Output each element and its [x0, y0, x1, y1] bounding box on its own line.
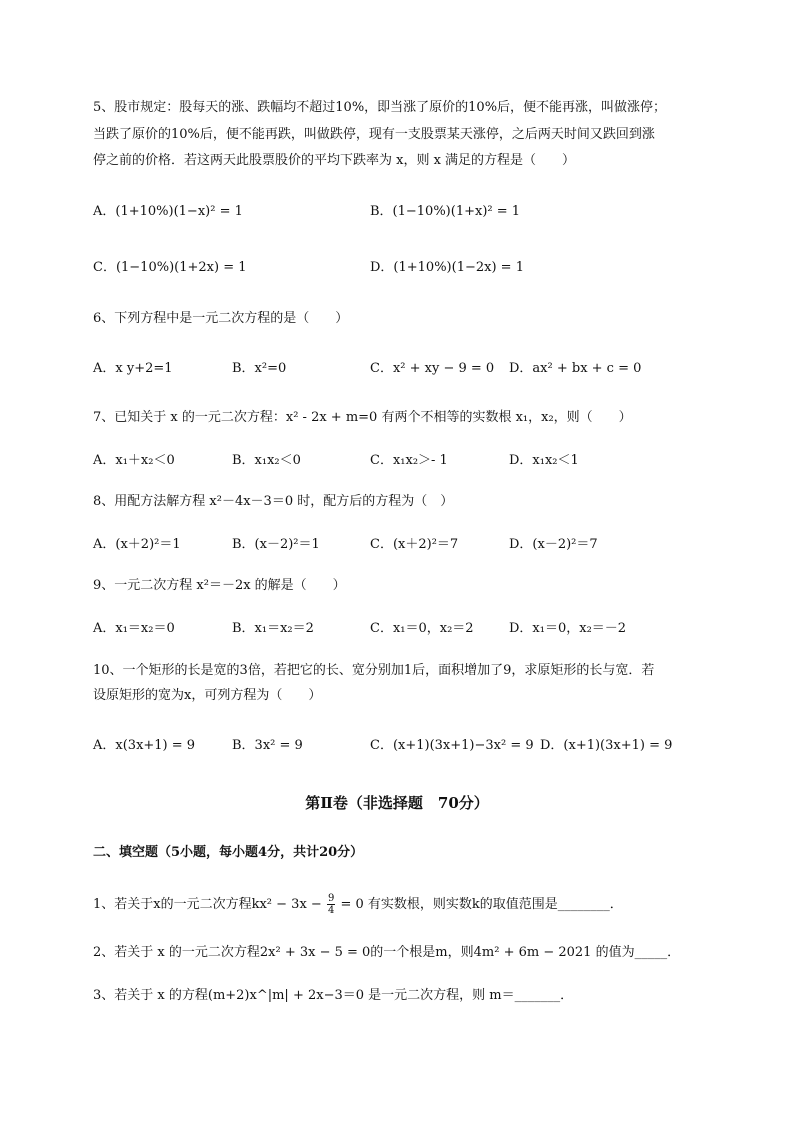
q10-option-b: B．3x² = 9 [232, 738, 303, 753]
q6-option-a: A．x y+2=1 [93, 361, 173, 376]
q5-option-a: A．(1+10%)(1−x)² = 1 [93, 204, 243, 219]
section-two-heading: 二、填空题（5小题，每小题4分，共计20分） [93, 845, 364, 860]
q5-line-3: 停之前的价格．若这两天此股票股价的平均下跌率为 x，则 x 满足的方程是（ ） [93, 153, 576, 168]
q5-option-d: D．(1+10%)(1−2x) = 1 [370, 260, 524, 275]
q7-option-c: C．x₁x₂＞- 1 [370, 453, 448, 468]
fill-question-2: 2、若关于 x 的一元二次方程2x² + 3x − 5 = 0的一个根是m，则4m² + 6m − 2021 的值为_____． [93, 945, 681, 960]
q5-line-1: 5、股市规定：股每天的涨、跌幅均不超过10%，即当涨了原价的10%后，便不能再涨，叫做涨停； [93, 100, 667, 115]
q10-line-2: 设原矩形的宽为x，可列方程为（ ） [93, 688, 322, 703]
fill-question-1 [93, 893, 623, 916]
fill-1-fraction [327, 893, 335, 916]
part-two-title: 第Ⅱ卷（非选择题 70分） [305, 794, 489, 812]
q8-option-d: D．(x－2)²＝7 [509, 537, 598, 552]
q10-option-c: C．(x+1)(3x+1)−3x² = 9 [370, 738, 534, 753]
fill-1-denominator: 4 [327, 905, 335, 916]
q8-option-a: A．(x＋2)²＝1 [93, 537, 181, 552]
q5-option-c: C．(1−10%)(1+2x) = 1 [93, 260, 247, 275]
q6-option-c: C．x² + xy − 9 = 0 [370, 361, 495, 376]
q6-option-d: D．ax² + bx + c = 0 [509, 361, 642, 376]
q10-option-a: A．x(3x+1) = 9 [93, 738, 196, 753]
q9-option-c: C．x₁＝0，x₂＝2 [370, 621, 474, 636]
q5-line-2: 当跌了原价的10%后，便不能再跌，叫做跌停，现有一支股票某天涨停，之后两天时间又跌回到涨 [93, 127, 655, 142]
q8-stem: 8、用配方法解方程 x²－4x－3＝0 时，配方后的方程为（ ） [93, 494, 454, 509]
q9-stem: 9、一元二次方程 x²＝－2x 的解是（ ） [93, 578, 346, 593]
q9-option-a: A．x₁＝x₂＝0 [93, 621, 175, 636]
q6-option-b: B．x²=0 [232, 361, 287, 376]
fill-1-prefix: 1、若关于x的一元二次方程kx² − 3x − [93, 897, 322, 912]
q9-option-b: B．x₁＝x₂＝2 [232, 621, 314, 636]
q9-option-d: D．x₁＝0，x₂＝－2 [509, 621, 627, 636]
fill-question-3: 3、若关于 x 的方程(m+2)x^|m| + 2x−3＝0 是一元二次方程，则 m＝_______． [93, 988, 574, 1003]
q5-option-b: B．(1−10%)(1+x)² = 1 [370, 204, 521, 219]
fill-1-suffix: = 0 有实数根，则实数k的取值范围是________． [340, 897, 623, 912]
q7-option-d: D．x₁x₂＜1 [509, 453, 579, 468]
q6-stem: 6、下列方程中是一元二次方程的是（ ） [93, 311, 349, 326]
q7-option-b: B．x₁x₂＜0 [232, 453, 301, 468]
q8-option-c: C．(x＋2)²＝7 [370, 537, 459, 552]
q7-option-a: A．x₁＋x₂＜0 [93, 453, 175, 468]
q10-option-d: D．(x+1)(3x+1) = 9 [540, 738, 673, 753]
fill-1-numerator: 9 [327, 893, 335, 904]
q10-line-1: 10、一个矩形的长是宽的3倍，若把它的长、宽分别加1后，面积增加了9，求原矩形的长与宽．若 [93, 663, 655, 678]
q7-stem: 7、已知关于 x 的一元二次方程：x² - 2x + m=0 有两个不相等的实数根 x₁，x₂，则（ ） [93, 410, 632, 425]
q8-option-b: B．(x－2)²＝1 [232, 537, 320, 552]
